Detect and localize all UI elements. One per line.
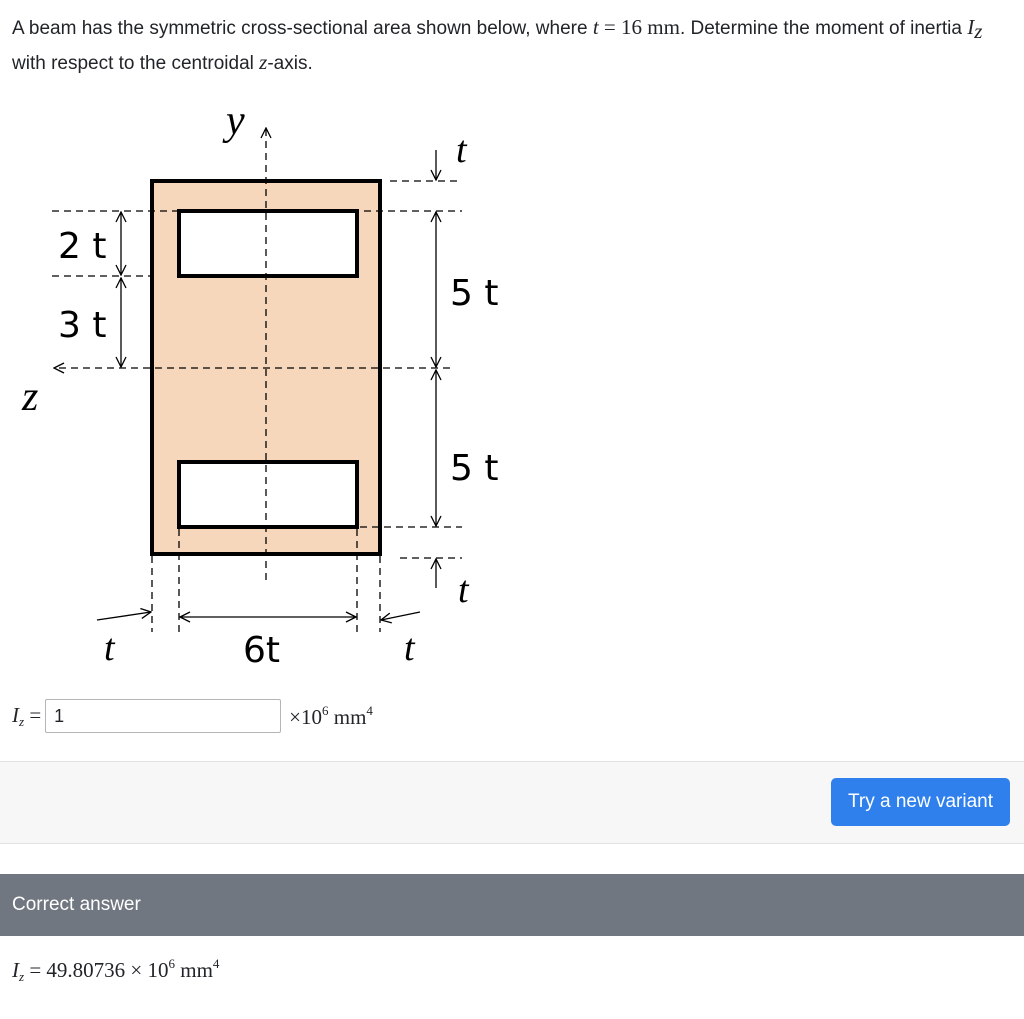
label-2t: 2 t bbox=[58, 226, 107, 267]
bottom-hole bbox=[179, 462, 357, 527]
question-text: A beam has the symmetric cross-sectional area shown below, where t = 16 mm. Determine the moment of inertia $I_z$ with respect to the centroidal z-axis. bbox=[12, 15, 983, 74]
question-footer bbox=[0, 761, 1024, 844]
label-3t: 3 t bbox=[58, 305, 107, 346]
label-t-bottom: t bbox=[458, 569, 469, 611]
answer-units: $\times 10^6$ $mm^4$ bbox=[289, 702, 373, 729]
answer-row bbox=[12, 697, 373, 735]
try-new-variant-button[interactable]: Try a new variant bbox=[831, 778, 1010, 826]
correct-answer-header: Correct answer bbox=[0, 874, 1024, 936]
answer-label: $I_z$ = bbox=[12, 702, 42, 729]
label-t-top: t bbox=[456, 129, 467, 171]
label-6t: 6t bbox=[243, 630, 281, 670]
top-hole bbox=[179, 211, 357, 276]
label-z: z bbox=[22, 374, 39, 420]
correct-answer-value: $I_z = 49.80736 \times 10^6$ $mm^4$ bbox=[12, 956, 220, 984]
label-t-right: t bbox=[404, 627, 415, 669]
label-y: y bbox=[226, 98, 245, 144]
answer-input[interactable] bbox=[45, 699, 281, 733]
label-t-left: t bbox=[104, 627, 115, 669]
label-5t-top: 5 t bbox=[450, 273, 499, 314]
label-5t-bottom: 5 t bbox=[450, 448, 499, 489]
cross-section-figure bbox=[0, 90, 520, 670]
